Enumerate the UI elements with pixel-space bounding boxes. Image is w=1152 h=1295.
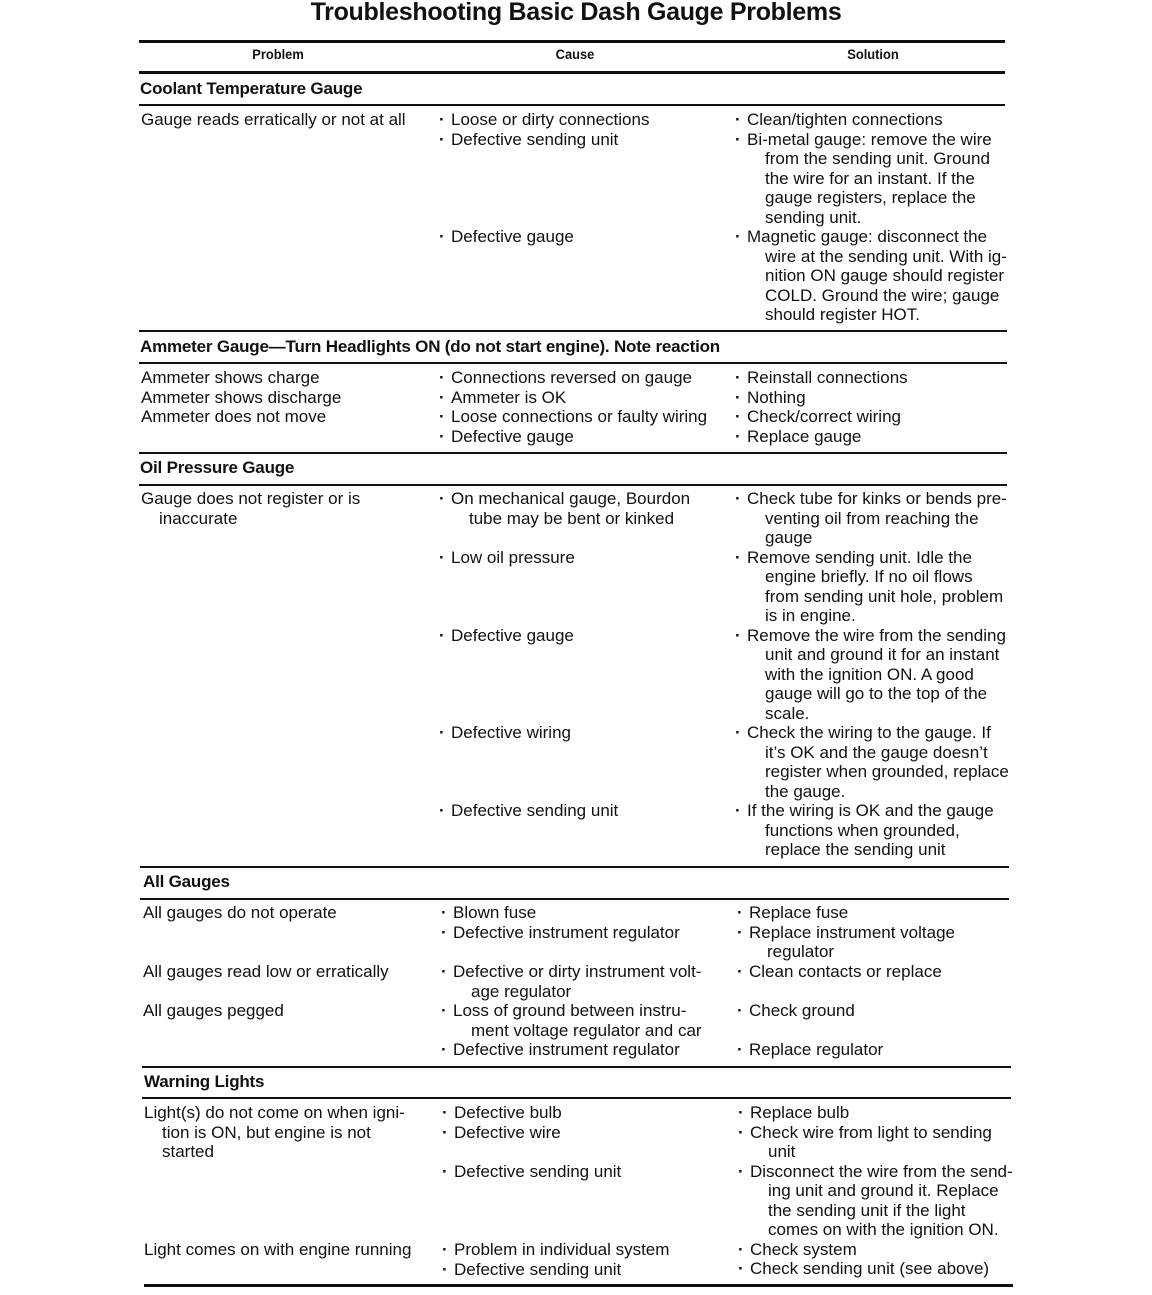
problem-text: All gauges do not operate <box>143 903 337 922</box>
solution-continuation: scale. <box>765 703 810 723</box>
section-rule <box>139 104 1005 106</box>
cause-cell <box>440 1103 730 1142</box>
solution-item: · Reinstall connections <box>733 368 1023 388</box>
header-bottom-rule <box>139 71 1005 74</box>
cause-item: · Defective instrument regulator <box>439 923 729 943</box>
problem-text: Ammeter shows charge <box>141 368 320 387</box>
section-label-all-gauges: All Gauges <box>143 872 230 891</box>
cause-item: · Defective gauge <box>437 427 727 447</box>
cause-cell <box>437 801 727 821</box>
cause-item: · Defective bulb <box>440 1103 730 1123</box>
solution-item: · Clean contacts or replace <box>735 962 1025 982</box>
cause-item: · Defective sending unit <box>437 130 727 150</box>
cause-cell <box>440 1162 730 1182</box>
solution-continuation: COLD. Ground the wire; gauge <box>765 285 1000 305</box>
problem-text: started <box>162 1142 214 1161</box>
solution-continuation: the wire for an instant. If the <box>765 168 975 188</box>
cause-cell <box>437 227 727 247</box>
solution-item: · Check tube for kinks or bends pre- <box>733 489 1023 509</box>
cause-item: · On mechanical gauge, Bourdon <box>437 489 727 509</box>
cause-item: · Defective sending unit <box>440 1162 730 1182</box>
problem-text: All gauges read low or erratically <box>143 962 389 981</box>
page-title: Troubleshooting Basic Dash Gauge Problems <box>310 0 842 26</box>
cause-cell <box>437 548 727 568</box>
solution-item: · Check ground <box>735 1001 1025 1021</box>
solution-item: · Replace bulb <box>736 1103 1026 1123</box>
problem-cell <box>143 962 433 982</box>
problem-text: Ammeter shows discharge <box>141 387 342 407</box>
solution-continuation: sending unit. <box>765 207 862 227</box>
cause-item: · Low oil pressure <box>437 548 727 568</box>
solution-continuation: the gauge. <box>765 781 846 801</box>
solution-continuation: register when grounded, replace <box>765 762 1009 781</box>
cause-item: · Connections reversed on gauge <box>437 368 727 388</box>
cause-item: · Defective wire <box>440 1123 730 1143</box>
solution-item: · Disconnect the wire from the send- <box>736 1162 1026 1182</box>
header-solution: Solution <box>847 46 899 62</box>
cause-cell <box>437 626 727 646</box>
problem-text: Light comes on with engine running <box>144 1240 412 1259</box>
cause-item: · Defective or dirty instrument volt- <box>439 962 729 982</box>
problem-text: inaccurate <box>159 508 238 528</box>
cause-cell <box>440 1240 730 1279</box>
solution-item: · Magnetic gauge: disconnect the <box>733 227 1023 247</box>
problem-cell <box>141 368 431 427</box>
section-rule <box>142 1097 1011 1099</box>
cause-continuation: age regulator <box>471 981 572 1001</box>
solution-item: · Check system <box>736 1240 1026 1260</box>
section-rule <box>140 898 1009 900</box>
problem-text: Gauge does not register or is <box>141 489 361 508</box>
solution-cell <box>736 1103 1026 1279</box>
problem-cell <box>144 1103 434 1162</box>
solution-item: · Remove the wire from the sending <box>733 626 1023 646</box>
cause-item: · Defective sending unit <box>440 1260 730 1280</box>
cause-cell <box>437 489 727 528</box>
header-cause: Cause <box>555 46 595 62</box>
cause-continuation: tube may be bent or kinked <box>469 508 675 528</box>
cause-cell <box>437 110 727 149</box>
section-rule <box>139 362 1007 364</box>
solution-continuation: ing unit and ground it. Replace <box>768 1181 999 1200</box>
solution-cell <box>733 110 1023 325</box>
header-problem: Problem <box>252 46 304 62</box>
problem-cell <box>144 1240 434 1260</box>
solution-item: · Check sending unit (see above) <box>736 1259 1026 1279</box>
section-label-coolant: Coolant Temperature Gauge <box>140 79 363 98</box>
solution-continuation: functions when grounded, <box>765 820 960 840</box>
cause-cell <box>437 368 727 446</box>
problem-cell <box>141 110 431 130</box>
solution-item: · Bi-metal gauge: remove the wire <box>733 130 1023 150</box>
cause-item: · Loose connections or faulty wiring <box>437 407 727 427</box>
solution-item: · Replace regulator <box>735 1040 1025 1060</box>
solution-item: · Replace fuse <box>735 903 1025 923</box>
solution-continuation: wire at the sending unit. With ig- <box>765 246 1007 266</box>
problem-cell <box>143 1001 433 1021</box>
cause-item: · Loose or dirty connections <box>437 110 727 130</box>
solution-item: · Check wire from light to sending <box>736 1123 1026 1143</box>
cause-continuation: ment voltage regulator and car <box>471 1020 702 1040</box>
solution-cell <box>733 489 1023 860</box>
solution-continuation: the sending unit if the light <box>768 1200 966 1220</box>
solution-cell <box>735 1001 1025 1021</box>
solution-item: · Nothing <box>733 388 1023 408</box>
section-rule <box>139 452 1007 454</box>
solution-continuation: nition ON gauge should register <box>765 266 1005 285</box>
cause-item: · Blown fuse <box>439 903 729 923</box>
solution-continuation: venting oil from reaching the <box>765 508 979 528</box>
cause-item: · Problem in individual system <box>440 1240 730 1260</box>
solution-continuation: gauge will go to the top of the <box>765 684 988 703</box>
section-rule <box>140 866 1009 868</box>
problem-text: Ammeter does not move <box>141 407 327 426</box>
cause-item: · Ammeter is OK <box>437 388 727 408</box>
solution-continuation: with the ignition ON. A good <box>765 664 974 684</box>
solution-continuation: should register HOT. <box>765 305 920 324</box>
section-rule <box>139 330 1007 332</box>
section-rule <box>139 484 1007 486</box>
solution-continuation: comes on with the ignition ON. <box>768 1220 999 1239</box>
solution-cell <box>733 368 1023 446</box>
solution-continuation: engine briefly. If no oil flows <box>765 567 973 586</box>
solution-continuation: from sending unit hole, problem <box>765 586 1004 606</box>
solution-continuation: regulator <box>767 942 835 961</box>
cause-cell <box>437 723 727 743</box>
solution-item: · Clean/tighten connections <box>733 110 1023 130</box>
section-label-warning: Warning Lights <box>144 1072 265 1091</box>
solution-continuation: it’s OK and the gauge doesn’t <box>765 742 988 762</box>
cause-cell <box>439 903 729 942</box>
problem-cell <box>141 489 431 528</box>
cause-item: · Defective gauge <box>437 227 727 247</box>
solution-item: · Check the wiring to the gauge. If <box>733 723 1023 743</box>
header-top-rule <box>139 40 1005 43</box>
solution-cell <box>735 1040 1025 1060</box>
solution-item: · Remove sending unit. Idle the <box>733 548 1023 568</box>
solution-item: · If the wiring is OK and the gauge <box>733 801 1023 821</box>
solution-item: · Replace gauge <box>733 427 1023 447</box>
problem-text: Light(s) do not come on when igni- <box>144 1103 405 1122</box>
solution-continuation: gauge <box>765 528 813 547</box>
section-rule <box>142 1066 1011 1068</box>
problem-text: Gauge reads erratically or not at all <box>141 110 406 129</box>
solution-cell <box>735 903 1025 981</box>
solution-continuation: is in engine. <box>765 606 856 625</box>
solution-continuation: replace the sending unit <box>765 840 946 859</box>
solution-continuation: unit and ground it for an instant <box>765 645 1000 664</box>
solution-continuation: unit <box>768 1142 796 1161</box>
cause-item: · Defective sending unit <box>437 801 727 821</box>
solution-item: · Check/correct wiring <box>733 407 1023 427</box>
problem-text: tion is ON, but engine is not <box>162 1122 371 1142</box>
solution-item: · Replace instrument voltage <box>735 923 1025 943</box>
section-label-oil: Oil Pressure Gauge <box>140 458 295 477</box>
solution-continuation: from the sending unit. Ground <box>765 149 990 168</box>
problem-cell <box>143 903 433 923</box>
problem-text: All gauges pegged <box>143 1001 284 1020</box>
cause-item: · Defective gauge <box>437 626 727 646</box>
cause-item: · Loss of ground between instru- <box>439 1001 729 1021</box>
solution-continuation: gauge registers, replace the <box>765 188 976 207</box>
cause-cell <box>439 962 729 1060</box>
cause-item: · Defective instrument regulator <box>439 1040 729 1060</box>
cause-item: · Defective wiring <box>437 723 727 743</box>
table-bottom-rule <box>144 1284 1013 1287</box>
section-label-ammeter: Ammeter Gauge—Turn Headlights ON (do not start engine). Note reaction <box>140 337 720 356</box>
